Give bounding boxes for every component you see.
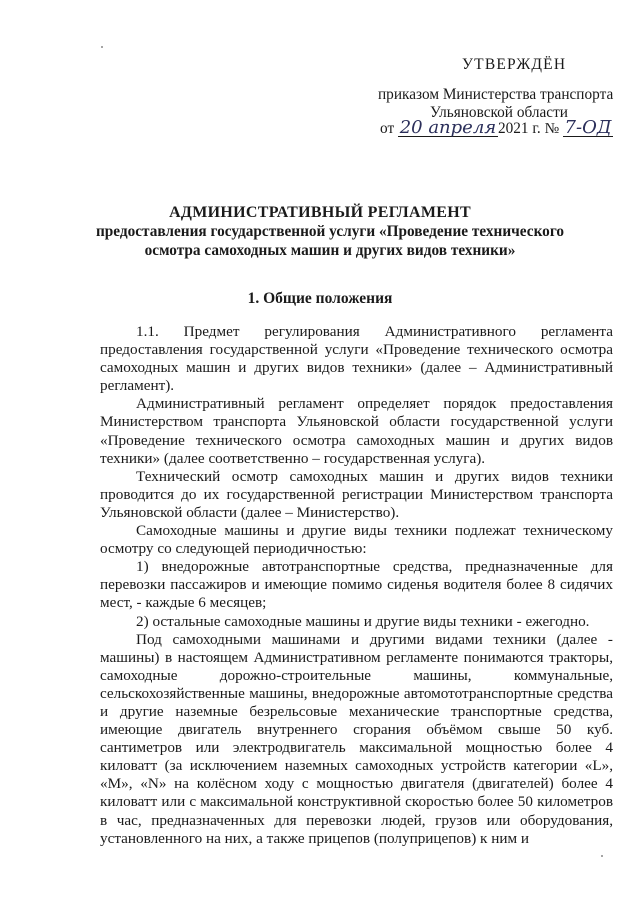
body-text	[100, 323, 613, 848]
section-heading: 1. Общие положения	[247, 290, 393, 307]
paragraph: Административный регламент определяет порядок предоставления Министерством транспорта Ульяновской области государственной услуги «Проведение технического осмотра самоходных машин и других видов техники» (далее соответственно – государственная услуга).	[100, 395, 613, 467]
subtitle-line-2: осмотра самоходных машин и других видов техники»	[144, 242, 516, 259]
paragraph: 1.1. Предмет регулирования Административного регламента предоставления государственной услуги «Проведение технического осмотра самоходных машин и других видов техники» (далее – Административный регламент).	[100, 323, 613, 395]
handwritten-order-number: 7-ОД	[564, 117, 612, 138]
scan-speck	[601, 855, 603, 857]
paragraph: 2) остальные самоходные машины и другие виды техники - ежегодно.	[136, 612, 590, 630]
order-date-line	[380, 117, 613, 138]
document-title: АДМИНИСТРАТИВНЫЙ РЕГЛАМЕНТ	[169, 204, 471, 221]
paragraph: Технический осмотр самоходных машин и других видов техники проводится до их государственной регистрации Министерством транспорта Ульяновской области (далее – Министерство).	[100, 467, 613, 521]
date-prefix: от	[380, 120, 395, 137]
paragraph: 1) внедорожные автотранспортные средства, предназначенные для перевозки пассажиров и имеющие помимо сиденья водителя более 8 сидячих мест, - каждые 6 месяцев;	[100, 558, 613, 612]
year-and-number-label: 2021 г. №	[497, 120, 560, 137]
approval-heading: УТВЕРЖДЁН	[462, 56, 567, 73]
scan-speck	[101, 46, 103, 48]
subtitle-line-1: предоставления государственной услуги «Проведение технического	[95, 223, 565, 240]
order-authority-line: приказом Министерства транспорта	[378, 86, 614, 103]
handwritten-date: 20 апреля	[399, 117, 497, 138]
order-region-line: Ульяновской области	[430, 104, 568, 121]
paragraph: Самоходные машины и другие виды техники подлежат техническому осмотру со следующей периодичностью:	[100, 522, 613, 558]
document-subtitle	[60, 222, 600, 260]
paragraph: Под самоходными машинами и другими видами техники (далее - машины) в настоящем Административном регламенте понимаются тракторы, самоходные дорожно-строительные машины, коммунальные, сельскохозяйственные машины, внедорожные автомототранспортные средства и другие наземные безрельсовые механические транспортные средства, имеющие двигатель внутреннего сгорания объёмом свыше 50 куб. сантиметров или электродвигатель максимальной мощностью более 4 киловатт (за исключением наземных самоходных устройств категории «L», «M», «N» на колёсном ходу с мощностью двигателя (двигателей) более 4 киловатт или с максимальной конструктивной скоростью более 50 километров в час, предназначенных для перевозки людей, грузов или оборудования, установленного на них, а также прицепов (полуприцепов) к ним и	[100, 630, 613, 847]
